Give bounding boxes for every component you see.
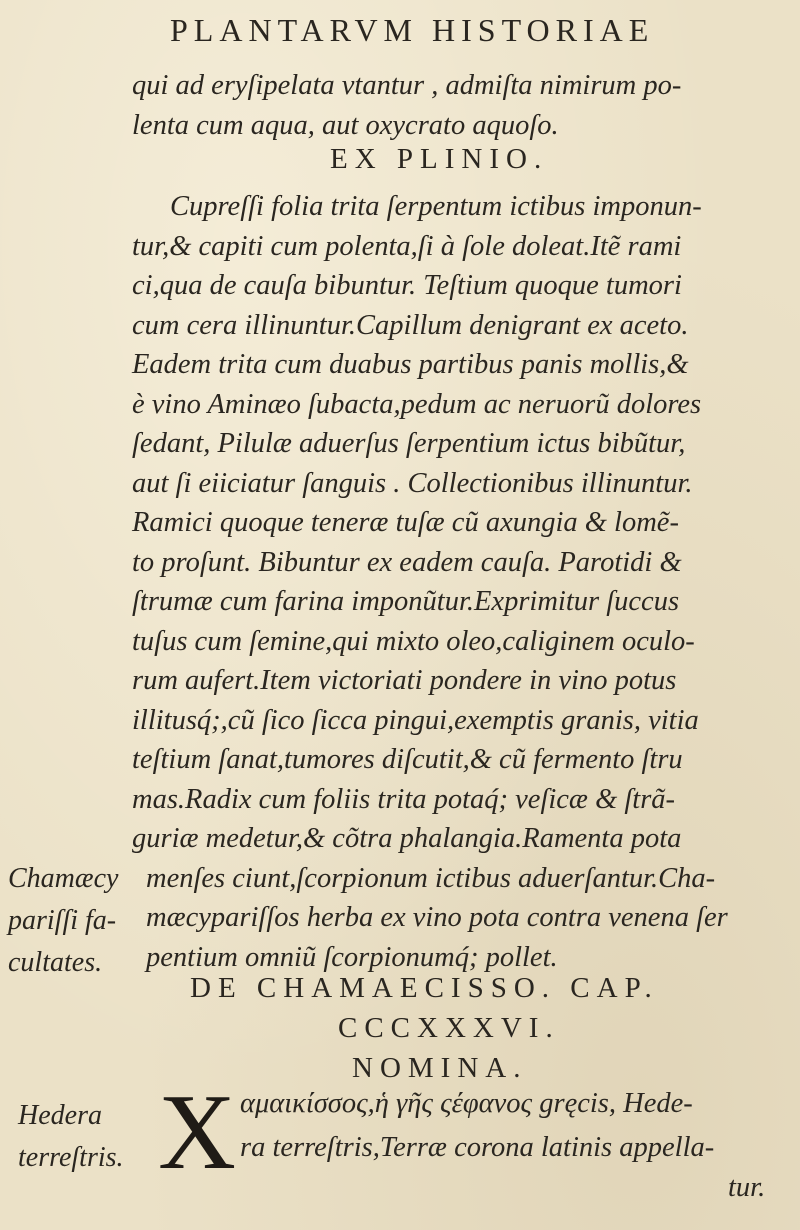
text-line: tur,& capiti cum polenta,ſi à ſole doleat.Itẽ rami — [132, 230, 682, 262]
margin-note-line: terreſtris. — [18, 1142, 124, 1173]
text-line: mas.Radix cum foliis trita potaq́; veſicæ & ſtrã- — [132, 783, 676, 815]
text-line: teſtium ſanat,tumores diſcutit,& cũ fermento ſtru — [132, 744, 683, 775]
text-line: ra terreſtris,Terræ corona latinis appella- — [240, 1132, 715, 1163]
chapter-heading-line-1: DE CHAMAECISSO. CAP. — [190, 972, 659, 1004]
margin-note-chamaecyparissi — [8, 858, 138, 984]
text-line: tuſus cum ſemine,qui mixto oleo,caliginem oculo- — [132, 625, 695, 657]
text-line: è vino Aminæo ſubacta,pedum ac neruorũ dolores — [132, 388, 702, 420]
text-line: ci,qua de cauſa bibuntur. Teſtium quoque tumori — [132, 270, 682, 301]
text-line: qui ad eryſipelata vtantur , admiſta nimirum po- — [132, 70, 682, 101]
text-line: guriæ medetur,& cõtra phalangia.Ramenta pota — [132, 823, 682, 854]
text-line: cum cera illinuntur.Capillum denigrant ex aceto. — [132, 309, 689, 341]
nomina-heading: NOMINA. — [352, 1052, 528, 1084]
margin-note-line: pariſſi fa- — [8, 905, 117, 936]
text-line: rum aufert.Item victoriati pondere in vino potus — [132, 665, 677, 696]
drop-capital: X — [158, 1073, 236, 1192]
text-line: ſtrumæ cum farina imponũtur.Exprimitur ſuccus — [132, 586, 680, 617]
text-line: Ramici quoque teneræ tuſæ cũ axungia & lomẽ- — [132, 507, 679, 538]
text-line: mæcypariſſos herba ex vino pota contra venena ſer — [146, 902, 728, 933]
intro-text-block — [132, 66, 792, 145]
text-line: aut ſi eiiciatur ſanguis . Collectionibus illinuntur. — [132, 467, 693, 499]
margin-note-line: Chamæcy — [8, 863, 119, 894]
text-line: Eadem trita cum duabus partibus panis mollis,& — [132, 349, 689, 380]
text-line: to proſunt. Bibuntur ex eadem cauſa. Parotidi & — [132, 546, 682, 578]
plinius-text-block — [132, 187, 792, 977]
text-line: illitusq́;,cũ ſico ſicca pingui,exemptis granis, vitia — [132, 704, 699, 736]
margin-note-hedera — [18, 1095, 148, 1179]
margin-note-line: cultates. — [8, 947, 103, 978]
text-line: pentium omniũ ſcorpionumq́; pollet. — [146, 941, 558, 973]
margin-note-line: Hedera — [18, 1100, 102, 1131]
text-line: tur. — [728, 1172, 766, 1203]
section-heading-plinius: EX PLINIO. — [330, 143, 549, 175]
chapter-heading-line-2: CCCXXXVI. — [338, 1012, 560, 1044]
text-line: menſes ciunt,ſcorpionum ictibus aduerſantur.Cha- — [146, 862, 716, 894]
running-head: PLANTARVM HISTORIAE — [170, 12, 655, 48]
text-line: ſedant, Pilulæ aduerſus ſerpentium ictus bibũtur, — [132, 428, 686, 459]
text-line: αμαικίσσος,ἡ γῆς ςέφανος gręcis, Hede- — [240, 1088, 693, 1119]
text-line: lenta cum aqua, aut oxycrato aquoſo. — [132, 109, 559, 141]
text-line: Cupreſſi folia trita ſerpentum ictibus imponun- — [170, 191, 702, 222]
